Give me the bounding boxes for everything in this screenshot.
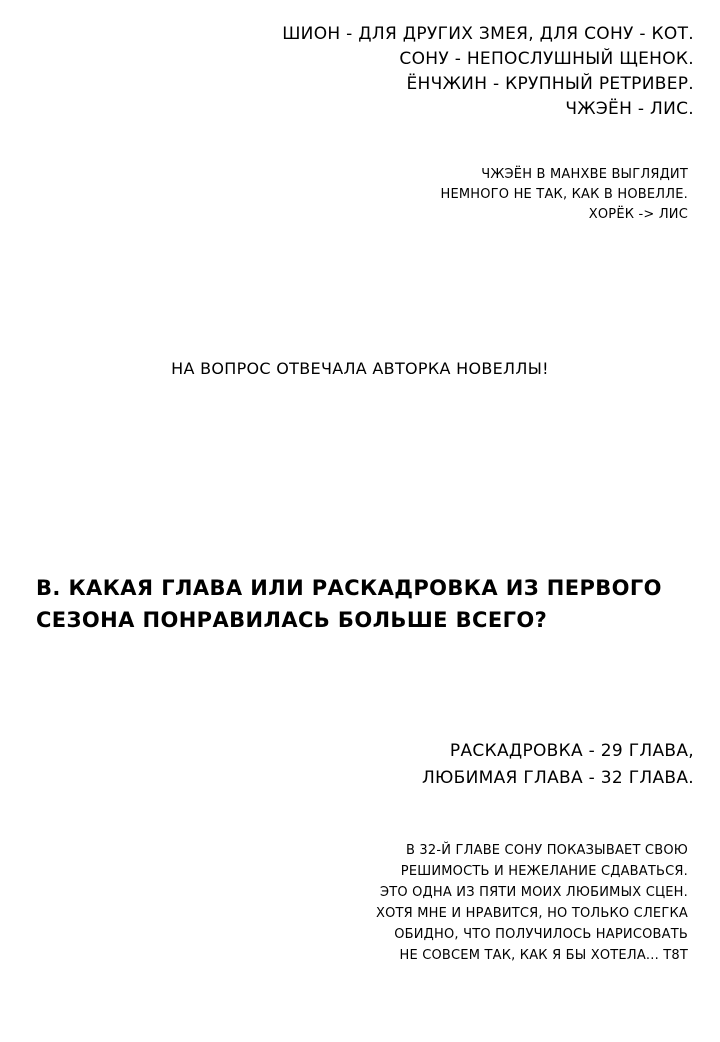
note-line: ХОТЯ МНЕ И НРАВИТСЯ, НО ТОЛЬКО СЛЕГКА [375,906,688,921]
note-line: ЧЖЭЁН В МАНХВЕ ВЫГЛЯДИТ [481,167,688,182]
answer-line: РАСКАДРОВКА - 29 ГЛАВА, [449,741,694,761]
question-line: СЕЗОНА ПОНРАВИЛАСЬ БОЛЬШЕ ВСЕГО? [36,608,548,632]
author-answered-remark: НА ВОПРОС ОТВЕЧАЛА АВТОРКА НОВЕЛЛЫ! [171,359,549,378]
note-line: ХОРЁК -> ЛИС [588,207,688,222]
note-line: РЕШИМОСТЬ И НЕЖЕЛАНИЕ СДАВАТЬСЯ. [400,864,688,879]
answer-line: ШИОН - ДЛЯ ДРУГИХ ЗМЕЯ, ДЛЯ СОНУ - КОТ. [282,24,694,44]
question-line: В. КАКАЯ ГЛАВА ИЛИ РАСКАДРОВКА ИЗ ПЕРВОГО [36,576,662,600]
answer-animals [282,22,694,122]
answer-line: СОНУ - НЕПОСЛУШНЫЙ ЩЕНОК. [399,49,694,69]
note-chapter32 [376,840,688,966]
question-heading [36,572,662,636]
note-line: ЭТО ОДНА ИЗ ПЯТИ МОИХ ЛЮБИМЫХ СЦЕН. [379,885,688,900]
note-line: ОБИДНО, ЧТО ПОЛУЧИЛОСЬ НАРИСОВАТЬ [394,927,688,942]
answer-line: ЁНЧЖИН - КРУПНЫЙ РЕТРИВЕР. [406,74,694,94]
answer-chapters [422,738,694,792]
note-line: В 32-Й ГЛАВЕ СОНУ ПОКАЗЫВАЕТ СВОЮ [405,843,688,858]
note-jiyeon [440,165,688,225]
note-line: НЕ СОВСЕМ ТАК, КАК Я БЫ ХОТЕЛА... Т8Т [399,948,688,963]
answer-line: ЧЖЭЁН - ЛИС. [565,99,694,119]
answer-line: ЛЮБИМАЯ ГЛАВА - 32 ГЛАВА. [421,768,694,788]
note-line: НЕМНОГО НЕ ТАК, КАК В НОВЕЛЛЕ. [440,187,688,202]
